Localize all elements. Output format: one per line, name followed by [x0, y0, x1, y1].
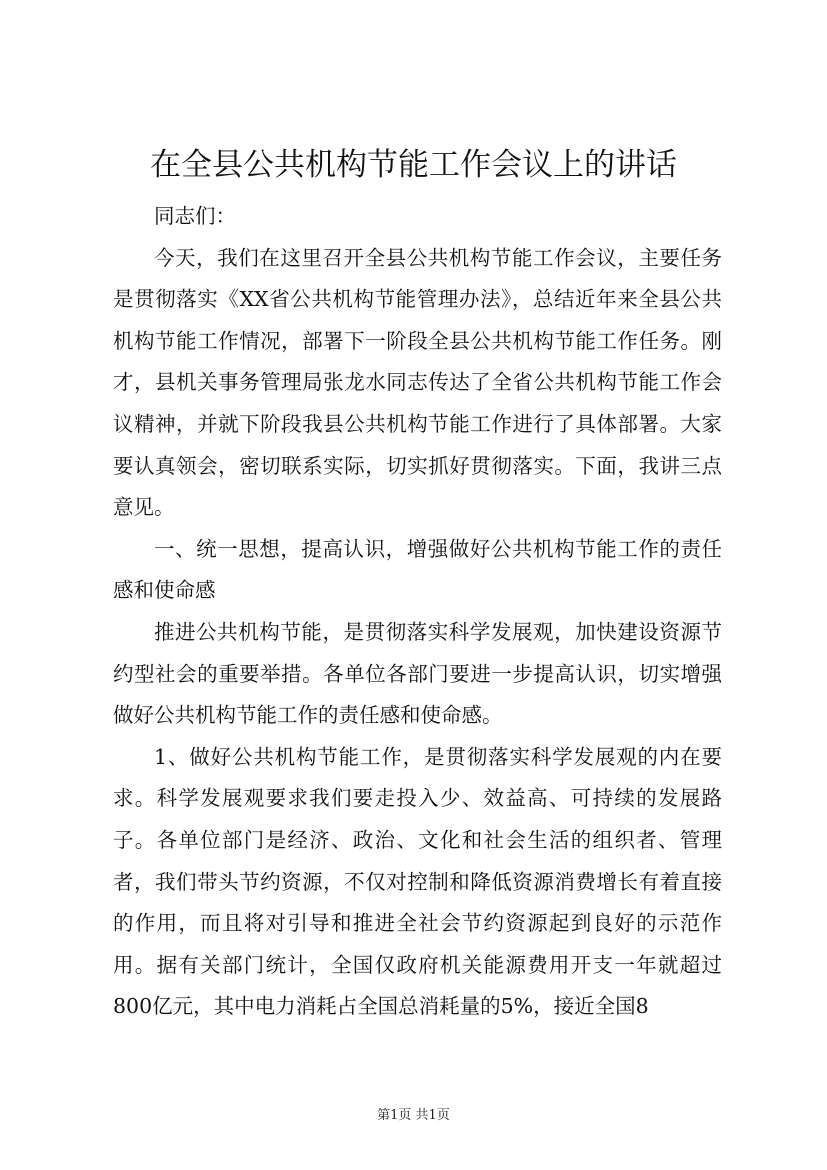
body-paragraph: 推进公共机构节能，是贯彻落实科学发展观，加快建设资源节约型社会的重要举措。各单位各部门要进一步提高认识，切实增强做好公共机构节能工作的责任感和使命感。 [113, 619, 722, 728]
page-footer: 第1页 共1页 [377, 1108, 450, 1123]
document-body [113, 196, 722, 1028]
document-title: 在全县公共机构节能工作会议上的讲话 [150, 147, 677, 183]
intro-paragraph: 今天，我们在这里召开全县公共机构节能工作会议，主要任务是贯彻落实《XX省公共机构节能管理办法》，总结近年来全县公共机构节能工作情况，部署下一阶段全县公共机构节能工作任务。刚才，县机关事务管理局张龙水同志传达了全省公共机构节能工作会议精神，并就下阶段我县公共机构节能工作进行了具体部署。大家要认真领会，密切联系实际，切实抓好贯彻落实。下面，我讲三点意见。 [113, 245, 722, 520]
body-paragraph: 1、做好公共机构节能工作，是贯彻落实科学发展观的内在要求。科学发展观要求我们要走投入少、效益高、可持续的发展路子。各单位部门是经济、政治、文化和社会生活的组织者、管理者，我们带头节约资源，不仅对控制和降低资源消费增长有着直接的作用，而且将对引导和推进全社会节约资源起到良好的示范作用。据有关部门统计，全国仅政府机关能源费用开支一年就超过800亿元，其中电力消耗占全国总消耗量的5%，接近全国8 [113, 744, 722, 1019]
salutation-paragraph: 同志们： [154, 204, 236, 228]
section-heading-1: 一、统一思想，提高认识，增强做好公共机构节能工作的责任感和使命感 [113, 536, 722, 603]
